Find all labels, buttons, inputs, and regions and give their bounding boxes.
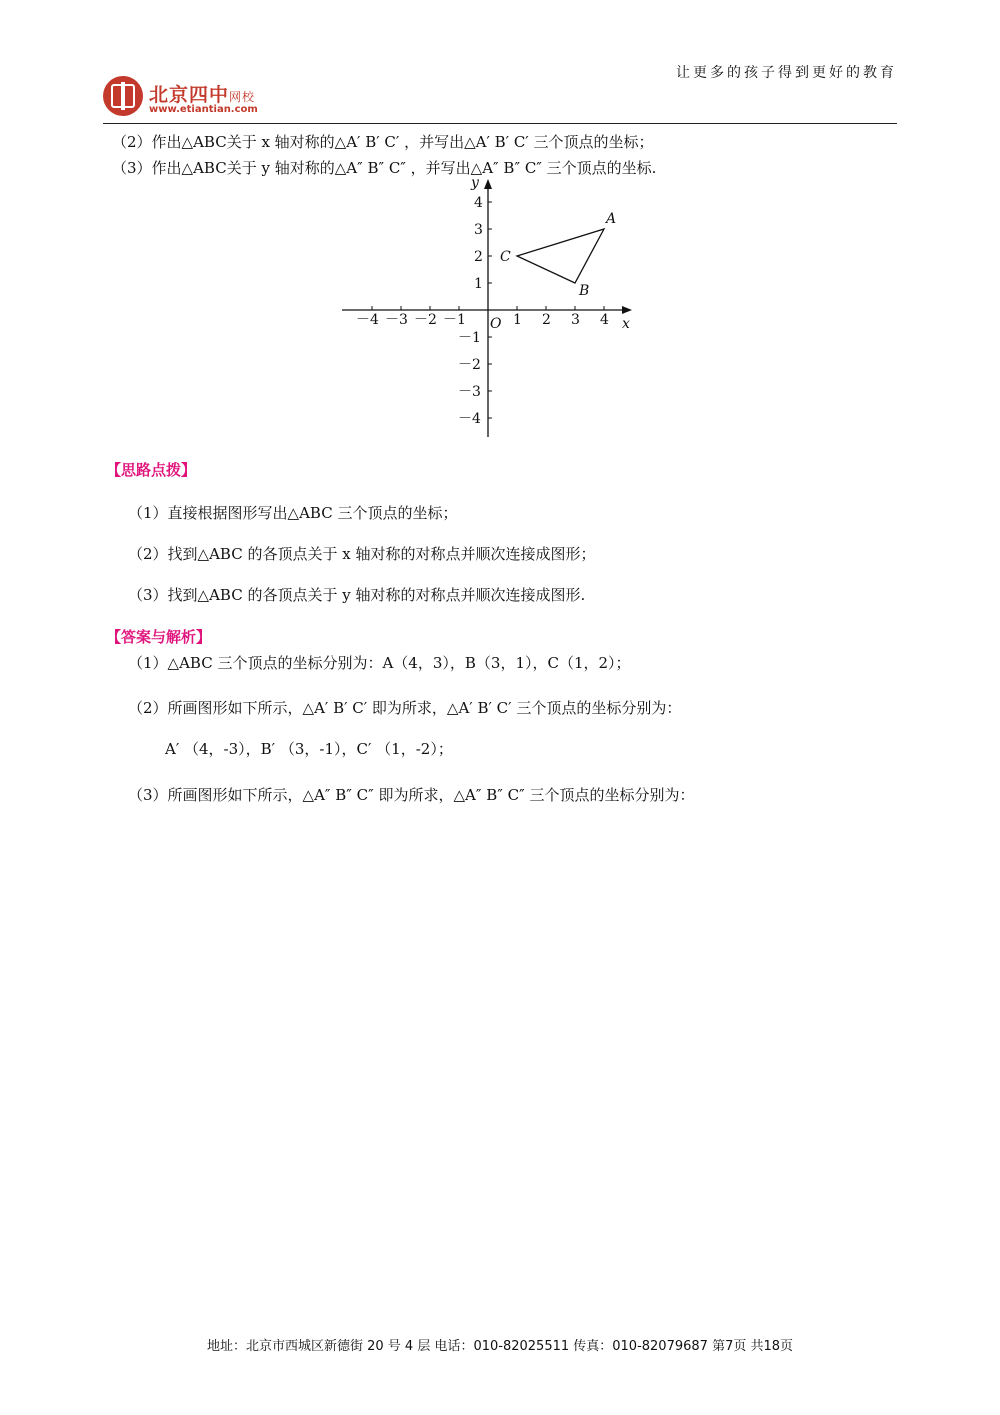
x-tick-label: －2 — [414, 312, 437, 328]
y-tick-label: 1 — [474, 276, 483, 292]
y-axis-arrow-icon — [484, 179, 492, 189]
x-tick-label: 1 — [513, 312, 522, 328]
x-tick-label: －3 — [385, 312, 408, 328]
y-tick-label: －1 — [458, 330, 481, 346]
logo-emblem-icon — [103, 76, 143, 116]
header-divider — [103, 123, 897, 124]
y-tick-label: 3 — [474, 222, 483, 238]
answer-line-4: （3）所画图形如下所示，△A″ B″ C″ 即为所求，△A″ B″ C″ 三个顶点的坐标分别为： — [128, 786, 695, 804]
answer-line-3: A′ （4，-3），B′ （3，-1），C′ （1，-2）； — [165, 740, 453, 758]
hint-line-2: （2）找到△ABC 的各顶点关于 x 轴对称的对称点并顺次连接成图形； — [128, 545, 596, 563]
origin-label: O — [490, 316, 502, 332]
coordinate-figure — [340, 175, 640, 444]
hint-line-1: （1）直接根据图形写出△ABC 三个顶点的坐标； — [128, 504, 458, 522]
x-tick-label: 4 — [600, 312, 609, 328]
question-line-2: （2）作出△ABC关于 x 轴对称的△A′ B′ C′ ，并写出△A′ B′ C′ 三个顶点的坐标； — [112, 133, 654, 151]
hint-line-3: （3）找到△ABC 的各顶点关于 y 轴对称的对称点并顺次连接成图形. — [128, 586, 586, 604]
y-tick-label: －2 — [458, 357, 481, 373]
coordinate-plane — [340, 175, 640, 440]
y-axis-label: y — [471, 175, 479, 191]
y-tick-label: 4 — [474, 195, 483, 211]
school-logo — [103, 74, 273, 120]
header-slogan: 让更多的孩子得到更好的教育 — [676, 65, 897, 81]
y-tick-label: －3 — [458, 384, 481, 400]
vertex-label-b: B — [579, 283, 590, 299]
triangle-abc — [517, 229, 604, 283]
y-tick-label: －4 — [458, 411, 481, 427]
answer-line-2: （2）所画图形如下所示，△A′ B′ C′ 即为所求，△A′ B′ C′ 三个顶点的坐标分别为： — [128, 699, 682, 717]
answer-line-1: （1）△ABC 三个顶点的坐标分别为：A（4，3），B（3，1），C（1，2）； — [128, 654, 631, 672]
vertex-label-c: C — [500, 249, 511, 265]
answer-title: 【答案与解析】 — [106, 628, 212, 646]
x-axis-arrow-icon — [622, 306, 632, 314]
logo-url: www.etiantian.com — [149, 104, 258, 115]
vertex-label-a: A — [606, 211, 617, 227]
x-tick-label: 2 — [542, 312, 551, 328]
hint-title: 【思路点拨】 — [106, 461, 197, 479]
logo-name: 北京四中网校 — [149, 84, 256, 106]
x-tick-label: －4 — [356, 312, 379, 328]
x-tick-label: －1 — [443, 312, 466, 328]
question-line-3: （3）作出△ABC关于 y 轴对称的△A″ B″ C″ ，并写出△A″ B″ C″ 三个顶点的坐标. — [112, 159, 657, 177]
y-tick-label: 2 — [474, 249, 483, 265]
x-tick-label: 3 — [571, 312, 580, 328]
page-footer: 地址：北京市西城区新德街 20 号 4 层 电话：010-82025511 传真：010-82079687 第7页 共18页 — [206, 1339, 794, 1354]
x-axis-label: x — [622, 316, 630, 332]
